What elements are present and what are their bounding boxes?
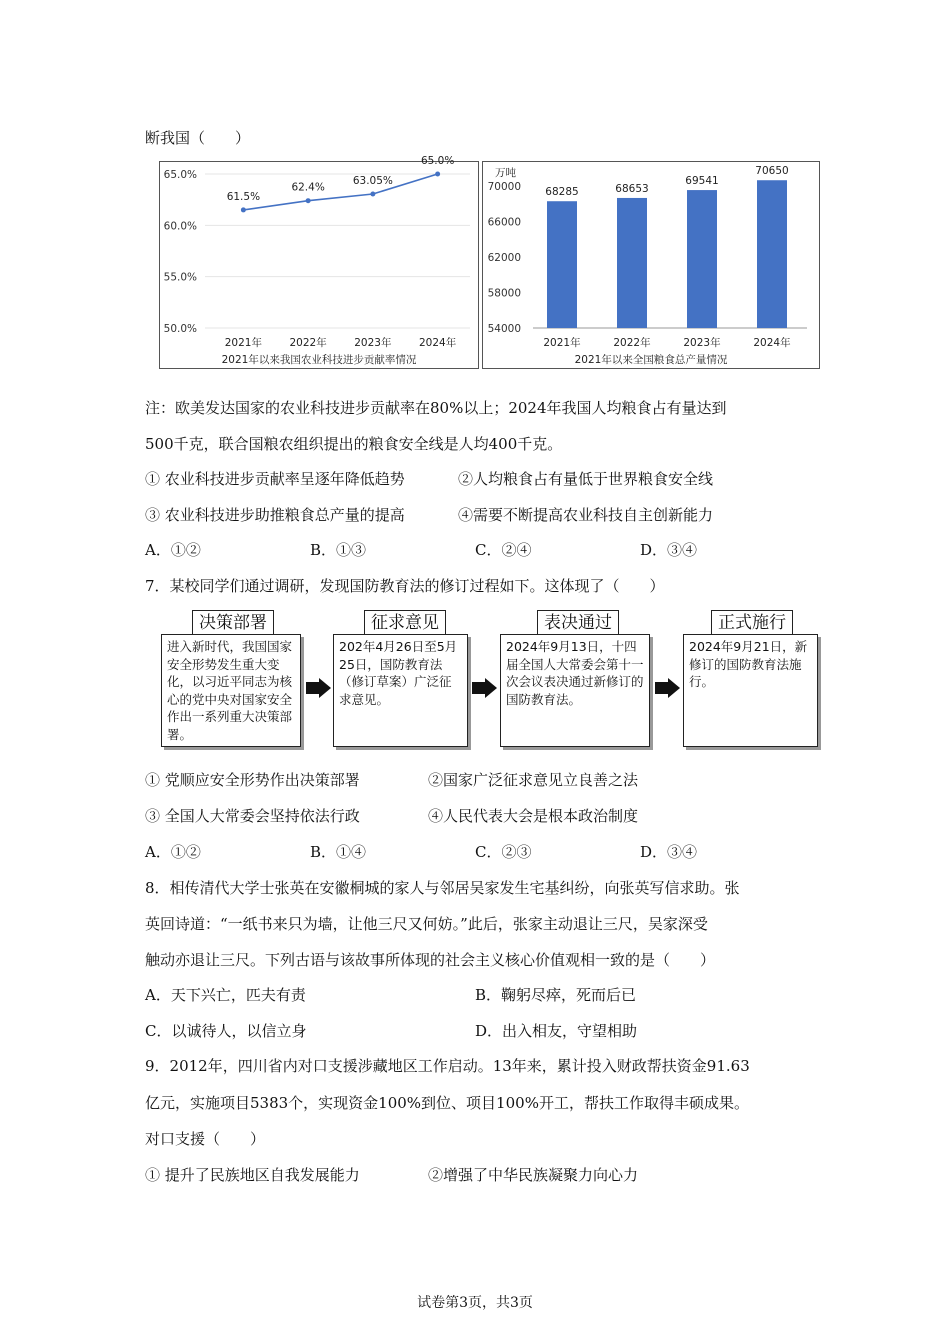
q8-choice-d[interactable]: D．出入相友，守望相助: [475, 1022, 638, 1040]
q8-choice-c[interactable]: C．以诚待人，以信立身: [145, 1022, 307, 1040]
data-label: 65.0%: [420, 155, 455, 167]
flow-stage-1-title: 决策部署: [192, 610, 274, 636]
line-chart-panel: [159, 155, 479, 369]
x-tick-label: 2024年: [753, 337, 791, 349]
q9-line-1: 9．2012年，四川省内对口支援涉藏地区工作启动。13年来，累计投入财政帮扶资金91.63: [145, 1057, 750, 1075]
y-tick-label: 66000: [487, 216, 521, 229]
bar: [547, 201, 577, 328]
flow-stage-2-title: 征求意见: [364, 610, 446, 636]
flow-stage-1-text: 进入新时代，我国国家安全形势发生重大变化，以习近平同志为核心的党中央对国家安全作出一系列重大决策部署。: [161, 634, 301, 747]
q6-note-line-1: 注：欧美发达国家的农业科技进步贡献率在80%以上；2024年我国人均粮食占有量达到: [145, 399, 727, 417]
data-label: 70650: [755, 165, 789, 178]
data-point: [435, 172, 440, 177]
x-tick-label: 2023年: [683, 337, 721, 349]
page-footer: 试卷第3页，共3页: [417, 1295, 533, 1311]
y-unit-label: 万吨: [495, 167, 516, 179]
data-point: [241, 207, 246, 212]
q6-note-line-2: 500千克，联合国粮农组织提出的粮食安全线是人均400千克。: [145, 435, 563, 453]
flow-stage-2-text: 202年4月26日至5月25日，国防教育法（修订草案）广泛征求意见。: [333, 634, 468, 747]
q9-option-1: ① 提升了民族地区自我发展能力: [145, 1166, 360, 1184]
data-point: [370, 192, 375, 197]
y-tick-label: 70000: [487, 181, 521, 193]
bar: [687, 190, 717, 328]
flow-stage-3-text: 2024年9月13日，十四届全国人大常委会第十一次会议表决通过新修订的国防教育法。: [500, 634, 650, 747]
q7-choice-a[interactable]: A．①②: [145, 843, 201, 861]
data-label: 69541: [685, 175, 719, 188]
q7-option-2: ②国家广泛征求意见立良善之法: [428, 771, 639, 789]
y-tick-label: 58000: [487, 287, 521, 300]
x-tick-label: 2023年: [354, 337, 392, 349]
flow-stage-4-title: 正式施行: [711, 610, 793, 636]
chart-title: 2021年以来全国粮食总产量情况: [574, 354, 728, 366]
q6-option-2: ②人均粮食占有量低于世界粮食安全线: [458, 470, 714, 488]
q7-choice-b[interactable]: B．①④: [310, 843, 367, 861]
x-tick-label: 2022年: [289, 337, 327, 349]
q6-option-4: ④需要不断提高农业科技自主创新能力: [458, 506, 714, 524]
y-tick-label: 60.0%: [163, 220, 197, 233]
y-tick-label: 55.0%: [163, 271, 197, 284]
data-point: [306, 198, 311, 203]
data-label: 68653: [615, 182, 649, 195]
chart-title: 2021年以来我国农业科技进步贡献率情况: [221, 354, 417, 366]
bar-chart-panel: [482, 161, 820, 369]
x-tick-label: 2024年: [419, 337, 457, 349]
q7-stem: 7．某校同学们通过调研，发现国防教育法的修订过程如下。这体现了（ ）: [145, 577, 665, 595]
q8-line-2: 英回诗道：“一纸书来只为墙，让他三尺又何妨。”此后，张家主动退让三尺，吴家深受: [145, 915, 708, 933]
q7-option-1: ① 党顺应安全形势作出决策部署: [145, 771, 360, 789]
series-line: [243, 174, 437, 210]
q9-line-2: 亿元，实施项目5383个，实现资金100%到位、项目100%开工，帮扶工作取得丰硕成果。: [145, 1094, 749, 1112]
q7-choice-d[interactable]: D．③④: [640, 843, 698, 861]
q6-option-1: ① 农业科技进步贡献率呈逐年降低趋势: [145, 470, 405, 488]
q9-option-2: ②增强了中华民族凝聚力向心力: [428, 1166, 639, 1184]
data-label: 61.5%: [226, 190, 261, 203]
data-label: 62.4%: [291, 181, 325, 194]
bar: [757, 180, 787, 328]
q6-choice-c[interactable]: C．②④: [475, 541, 532, 559]
x-tick-label: 2021年: [543, 337, 581, 349]
data-label: 68285: [545, 186, 579, 199]
q6-choice-b[interactable]: B．①③: [310, 541, 367, 559]
y-tick-label: 62000: [487, 252, 521, 264]
data-label: 63.05%: [352, 175, 393, 188]
q8-line-3: 触动亦退让三尺。下列古语与该故事所体现的社会主义核心价值观相一致的是（ ）: [145, 951, 716, 969]
x-tick-label: 2022年: [613, 337, 651, 349]
y-tick-label: 54000: [487, 323, 521, 335]
flow-stage-3-title: 表决通过: [537, 610, 619, 636]
y-tick-label: 50.0%: [163, 323, 197, 335]
q8-line-1: 8．相传清代大学士张英在安徽桐城的家人与邻居吴家发生宅基纠纷，向张英写信求助。张: [145, 879, 740, 897]
q8-choice-a[interactable]: A．天下兴亡，匹夫有责: [145, 986, 306, 1004]
q9-line-3: 对口支援（ ）: [145, 1130, 266, 1148]
q6-stem-tail: 断我国（ ）: [145, 129, 251, 147]
q7-choice-c[interactable]: C．②③: [475, 843, 532, 861]
bar: [617, 198, 647, 328]
q6-choice-a[interactable]: A．①②: [145, 541, 201, 559]
q6-option-3: ③ 农业科技进步助推粮食总产量的提高: [145, 506, 405, 524]
y-tick-label: 65.0%: [163, 169, 197, 181]
q8-choice-b[interactable]: B．鞠躬尽瘁，死而后已: [475, 986, 637, 1004]
q7-option-3: ③ 全国人大常委会坚持依法行政: [145, 807, 360, 825]
q6-choice-d[interactable]: D．③④: [640, 541, 698, 559]
flow-stage-4-text: 2024年9月21日，新修订的国防教育法施行。: [683, 634, 818, 747]
q7-option-4: ④人民代表大会是根本政治制度: [428, 807, 639, 825]
x-tick-label: 2021年: [224, 337, 262, 349]
grain-output-chart: [483, 162, 819, 368]
agri-tech-contribution-chart: [160, 155, 478, 368]
